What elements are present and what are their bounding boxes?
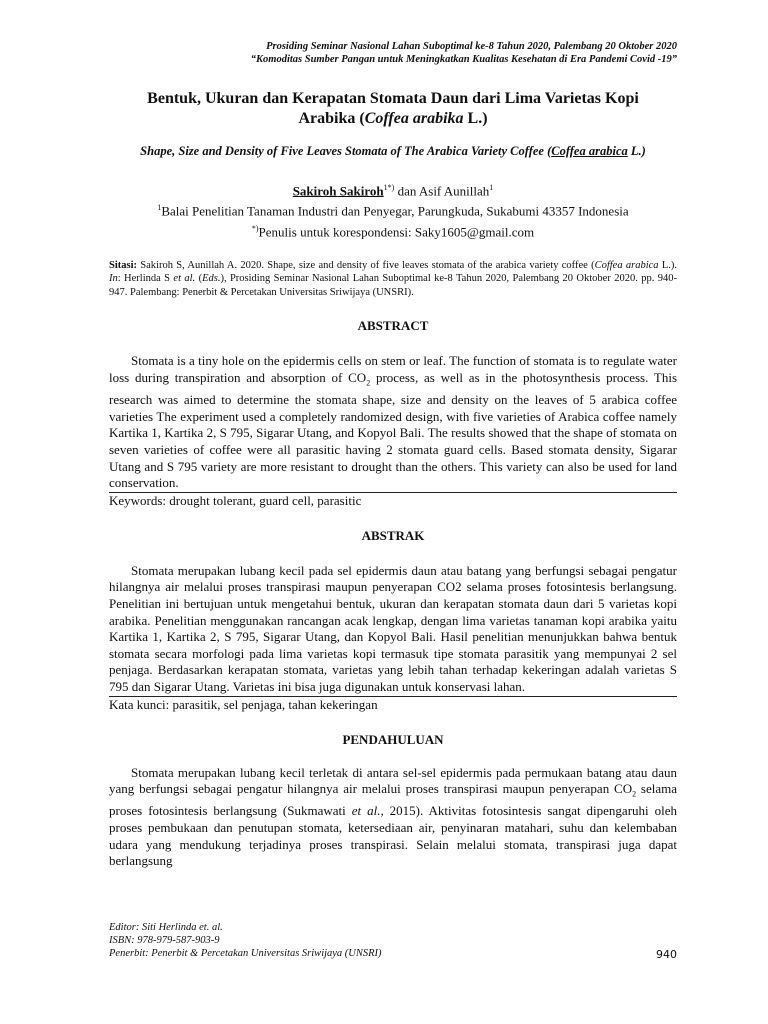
pendahuluan-etal: et al. <box>351 803 381 819</box>
citation-eds: Eds. <box>202 273 221 285</box>
correspondence-text: Penulis untuk korespondensi: Saky1605@gmail.com <box>258 223 535 239</box>
english-title-text: Shape, Size and Density of Five Leaves Stomata of The Arabica Variety Coffee ( <box>140 144 552 158</box>
citation-species: Coffea arabica <box>594 259 659 271</box>
pendahuluan-body <box>109 765 677 870</box>
citation-in: In <box>109 273 118 285</box>
citation-label: Sitasi: <box>109 259 138 271</box>
english-title <box>109 143 677 160</box>
citation-etal: et al. <box>173 273 196 285</box>
abstract-heading: ABSTRACT <box>357 318 429 334</box>
paper-title <box>109 89 677 129</box>
title-line-2-pre: Arabika ( <box>298 110 365 127</box>
abstract-body-post: process, as well as in the photosynthesis process. This research was aimed to determine the stomata shape, size and density on the leaves of 5 arabica coffee varieties The experiment used a completely randomized design, with five varieties of Arabica coffee namely Kartika 1, Kartika 2, S 795, Sigarar Utang, and Kopyol Bali. The results showed that the shape of stomata on seven varieties of coffee were all parasitic having 2 stomata guard cells. Based stomata density, Sigarar Utang and S 795 variety are more resistant to drought than the others. This variety can also be used for land conservation. <box>109 370 677 491</box>
abstract-body-pre: Stomata is a tiny hole on the epidermis cells on stem or leaf. The function of stomata is to regulate water loss during transpiration and absorption of CO <box>109 353 677 386</box>
citation-block <box>109 259 677 300</box>
title-line-1: Bentuk, Ukuran dan Kerapatan Stomata Daun dari Lima Varietas Kopi <box>147 90 639 107</box>
citation-text-2: L.). <box>658 259 677 271</box>
page-footer <box>109 921 382 960</box>
second-author: dan Asif Aunillah <box>394 183 490 199</box>
paper-page <box>109 40 677 870</box>
page-number: 940 <box>656 948 677 961</box>
running-header <box>109 40 677 66</box>
pendahuluan-body-mid: selama proses fotosintesis berlangsung (Sukmawati <box>109 781 678 819</box>
header-theme-line: “Komoditas Sumber Pangan untuk Meningkatkan Kualitas Kesehatan di Era Pandemi Covid -19” <box>250 54 677 65</box>
citation-text-5: ), Prosiding Seminar Nasional Lahan Suboptimal ke-8 Tahun 2020, Palembang 20 Oktober 2020. pp. 940-947. Palembang: Penerbit & Percetakan Universitas Sriwijaya (UNSRI). <box>109 273 678 298</box>
title-line-2 <box>109 109 677 129</box>
author-line <box>109 179 677 199</box>
affiliation-mark: 1 <box>157 203 162 213</box>
pendahuluan-body-post: , 2015). Aktivitas fotosintesis sangat dipengaruhi oleh proses pembukaan dan penutupan stomata, ketersediaan air, penyinaran matahari, suhu dan kelembaban udara yang mendukung terjadinya proses transpirasi. Selain melalui stomata, transpirasi juga dapat berlangsung <box>109 803 678 869</box>
abstract-co2-subscript: 2 <box>366 378 371 388</box>
abstrak-heading: ABSTRAK <box>361 527 425 543</box>
pendahuluan-body-pre: Stomata merupakan lubang kecil terletak di antara sel-sel epidermis pada permukaan batang atau daun yang berfungsi sebagai pengatur hilangnya air melalui proses transpirasi maupun penyerapan CO <box>109 764 677 797</box>
title-species: Coffea arabika <box>364 110 464 127</box>
footer-publisher: Penerbit: Penerbit & Percetakan Universitas Sriwijaya (UNSRI) <box>109 948 382 959</box>
footer-isbn: ISBN: 978-979-587-903-9 <box>109 935 220 946</box>
english-title-species: Coffea arabica <box>551 144 628 158</box>
english-title-post: L.) <box>627 144 646 158</box>
second-author-mark: 1 <box>489 183 494 192</box>
citation-text-1: Sakiroh S, Aunillah A. 2020. Shape, size and density of five leaves stomata of the arabica variety coffee ( <box>137 259 595 271</box>
abstract-body <box>109 353 677 491</box>
affiliation <box>109 199 677 219</box>
first-author-mark: 1*) <box>383 183 395 192</box>
correspondence <box>109 220 677 240</box>
abstrak-keywords: Kata kunci: parasitik, sel penjaga, tahan kekeringan <box>109 696 378 712</box>
correspondence-mark: *) <box>251 223 259 233</box>
title-line-2-post: L.) <box>463 110 488 127</box>
first-author: Sakiroh Sakiroh <box>292 183 384 199</box>
abstract-keywords: Keywords: drought tolerant, guard cell, parasitic <box>109 492 362 508</box>
affiliation-text: Balai Penelitian Tanaman Industri dan Penyegar, Parungkuda, Sukabumi 43357 Indonesia <box>161 203 629 219</box>
footer-editor: Editor: Siti Herlinda et. al. <box>109 922 223 933</box>
citation-text-3: : Herlinda S <box>117 273 174 285</box>
citation-text-4: ( <box>195 273 203 285</box>
pendahuluan-co2-subscript: 2 <box>632 789 637 799</box>
header-proceedings-line: Prosiding Seminar Nasional Lahan Suboptimal ke-8 Tahun 2020, Palembang 20 Oktober 2020 <box>266 41 677 52</box>
pendahuluan-heading: PENDAHULUAN <box>342 731 444 747</box>
abstrak-body: Stomata merupakan lubang kecil pada sel epidermis daun atau batang yang berfungsi sebagai pengatur hilangnya air melalui proses transpirasi maupun penyerapan CO2 selama proses fotosintesis berlangsung. Penelitian ini bertujuan untuk mengetahui bentuk, ukuran dan kerapatan stomata daun dari 5 varietas kopi arabika. Penelitian menggunakan rancangan acak lengkap, dengan lima varietas tanaman kopi arabika yaitu Kartika 1, Kartika 2, S 795, Sigarar Utang, dan Kopyol Bali. Hasil penelitian menunjukkan bahwa bentuk stomata secara morfologi pada lima varietas kopi termasuk tipe stomata parasitik yang mempunyai 2 sel penjaga. Berdasarkan kerapatan stomata, varietas yang lebih tahan terhadap kekeringan adalah varietas S 795 dan Sigarar Utang. Varietas ini bisa juga digunakan untuk konservasi lahan. <box>109 562 677 694</box>
